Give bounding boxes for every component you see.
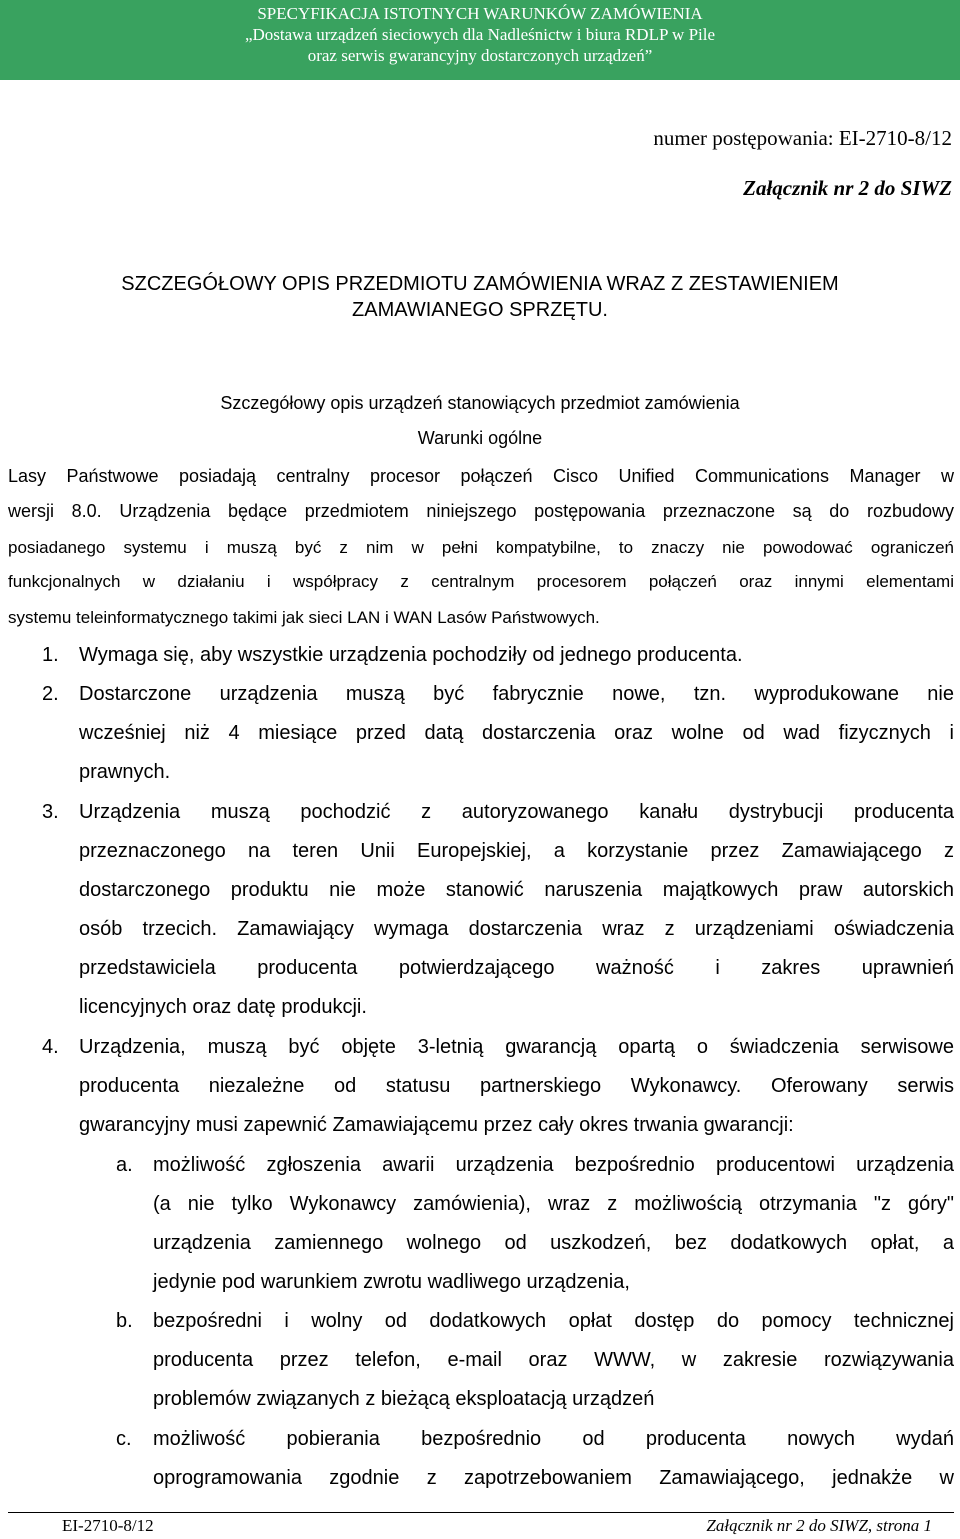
list-item-line: wcześniej niż 4 miesiące przed datą dostarczenia oraz wolne od wad fizycznych i bbox=[79, 722, 954, 744]
header-subtitle: „Dostawa urządzeń sieciowych dla Nadleśnictw i biura RDLP w Pile bbox=[244, 25, 716, 44]
list-item-line: gwarancyjny musi zapewnić Zamawiającemu przez cały okres trwania gwarancji: bbox=[79, 1114, 794, 1136]
list-item-line: przedstawiciela producenta potwierdzającego ważność i zakres uprawnień bbox=[79, 957, 954, 979]
footer-page-label: Załącznik nr 2 do SIWZ, strona 1 bbox=[706, 1516, 932, 1535]
document-title-line-1: SZCZEGÓŁOWY OPIS PRZEDMIOTU ZAMÓWIENIA WRAZ Z ZESTAWIENIEM bbox=[121, 273, 839, 295]
header-subtitle-2: oraz serwis gwarancyjny dostarczonych urządzeń” bbox=[307, 46, 653, 65]
sublist-item-line: bezpośredni i wolny od dodatkowych opłat dostęp do pomocy technicznej bbox=[153, 1310, 954, 1332]
list-item-line: licencyjnych oraz datę produkcji. bbox=[79, 996, 367, 1018]
sublist-marker: b. bbox=[116, 1310, 133, 1332]
list-item-line: prawnych. bbox=[79, 761, 171, 783]
sublist-item-line: (a nie tylko Wykonawcy zamówienia), wraz z możliwością otrzymania "z góry" bbox=[153, 1193, 954, 1215]
sublist-marker: c. bbox=[116, 1428, 132, 1450]
attachment-label: Załącznik nr 2 do SIWZ bbox=[743, 176, 952, 200]
list-number: 1. bbox=[42, 644, 59, 666]
document-title-line-2: ZAMAWIANEGO SPRZĘTU. bbox=[352, 299, 608, 321]
list-number: 3. bbox=[42, 801, 59, 823]
list-item-line: Urządzenia muszą pochodzić z autoryzowanego kanału dystrybucji producenta bbox=[79, 801, 954, 823]
list-item-line: Wymaga się, aby wszystkie urządzenia pochodziły od jednego producenta. bbox=[79, 644, 743, 666]
intro-line: Lasy Państwowe posiadają centralny procesor połączeń Cisco Unified Communications Manager w bbox=[8, 466, 954, 486]
footer-case-number: EI-2710-8/12 bbox=[62, 1516, 154, 1535]
sublist-item-line: możliwość pobierania bezpośrednio od producenta nowych wydań bbox=[153, 1428, 954, 1450]
sublist-item-line: problemów związanych z bieżącą eksploatacją urządzeń bbox=[153, 1388, 655, 1410]
list-item-line: osób trzecich. Zamawiający wymaga dostarczenia wraz z urządzeniami oświadczenia bbox=[79, 918, 954, 940]
list-item-line: przeznaczonego na teren Unii Europejskiej, a korzystanie przez Zamawiającego z bbox=[79, 840, 954, 862]
sublist-item-line: oprogramowania zgodnie z zapotrzebowaniem Zamawiającego, jednakże w bbox=[153, 1467, 954, 1489]
intro-line: systemu teleinformatycznego takimi jak sieci LAN i WAN Lasów Państwowych. bbox=[8, 608, 600, 627]
section-subheading: Warunki ogólne bbox=[417, 428, 543, 448]
sublist-marker: a. bbox=[116, 1154, 133, 1176]
intro-line: wersji 8.0. Urządzenia będące przedmiotem niniejszego postępowania przeznaczone są do rozbudowy bbox=[8, 501, 954, 521]
sublist-item-line: producenta przez telefon, e-mail oraz WWW, w zakresie rozwiązywania bbox=[153, 1349, 954, 1371]
intro-line: funkcjonalnych w działaniu i współpracy z centralnym procesorem połączeń oraz innymi elementami bbox=[8, 572, 954, 591]
sublist-item-line: jedynie pod warunkiem zwrotu wadliwego urządzenia, bbox=[153, 1271, 630, 1293]
header-title: SPECYFIKACJA ISTOTNYCH WARUNKÓW ZAMÓWIENIA bbox=[257, 4, 703, 23]
list-item-line: Dostarczone urządzenia muszą być fabrycznie nowe, tzn. wyprodukowane nie bbox=[79, 683, 954, 705]
intro-line: posiadanego systemu i muszą być z nim w pełni kompatybilne, to znaczy nie powodować ograniczeń bbox=[8, 538, 954, 557]
list-number: 2. bbox=[42, 683, 59, 705]
list-item-line: producenta niezależne od statusu partnerskiego Wykonawcy. Oferowany serwis bbox=[79, 1075, 954, 1097]
sublist-item-line: możliwość zgłoszenia awarii urządzenia bezpośrednio producentowi urządzenia bbox=[153, 1154, 954, 1176]
footer-rule bbox=[8, 1512, 954, 1513]
list-number: 4. bbox=[42, 1036, 59, 1058]
list-item-line: dostarczonego produktu nie może stanowić naruszenia majątkowych praw autorskich bbox=[79, 879, 954, 901]
case-number: numer postępowania: EI-2710-8/12 bbox=[653, 126, 952, 150]
section-heading: Szczegółowy opis urządzeń stanowiących przedmiot zamówienia bbox=[220, 393, 740, 413]
list-item-line: Urządzenia, muszą być objęte 3-letnią gwarancją opartą o świadczenia serwisowe bbox=[79, 1036, 954, 1058]
sublist-item-line: urządzenia zamiennego wolnego od uszkodzeń, bez dodatkowych opłat, a bbox=[153, 1232, 954, 1254]
header-banner bbox=[0, 0, 960, 80]
